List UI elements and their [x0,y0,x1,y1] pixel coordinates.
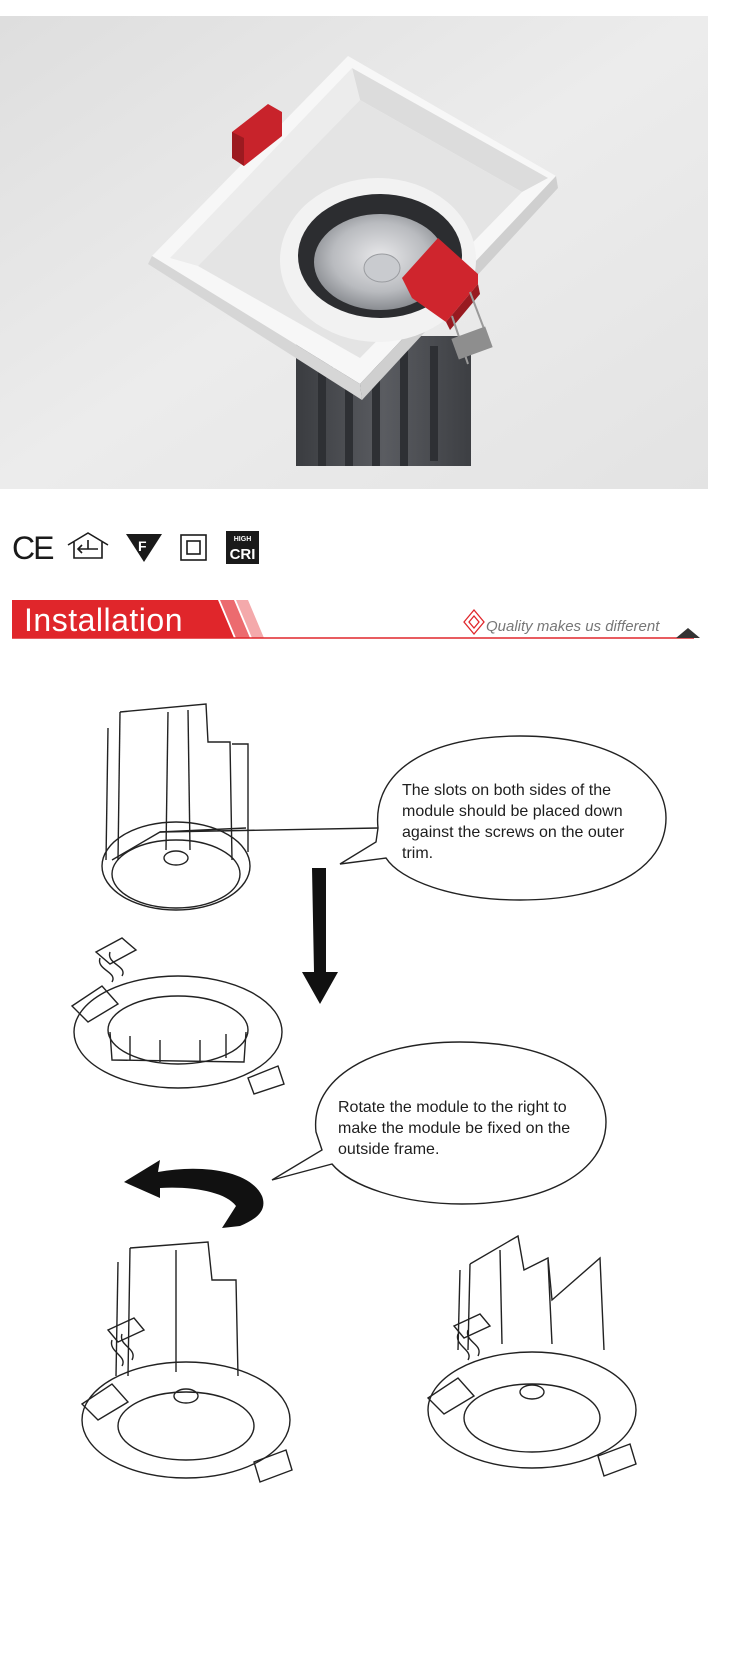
section-slogan: Quality makes us different [486,618,660,635]
assembled-lamp-right [428,1236,636,1476]
diamond-logo-icon [464,610,484,634]
corner-triangle-icon [676,628,700,638]
svg-text:HIGH: HIGH [233,536,252,543]
section-title: Installation [24,602,183,638]
f-mark: F [138,538,147,554]
down-arrow-icon [302,868,338,1004]
certification-marks [12,528,272,568]
step-2-instruction: Rotate the module to the right to make the module be fixed on the outside frame. [338,1099,571,1158]
assembled-lamp-left [82,1242,292,1482]
svg-text:CRI: CRI [229,546,256,563]
rotate-arrow-icon [124,1160,263,1228]
step-1-instruction: The slots on both sides of the module should be placed down against the screws on the outer trim. [402,782,625,862]
high-cri-badge [226,531,259,564]
outer-trim-drawing [72,938,284,1094]
ce-mark: CE [12,530,53,566]
class-ii-icon [181,535,206,560]
module-drawing [102,704,250,910]
indoor-use-icon [68,533,108,558]
product-photo [0,16,708,489]
